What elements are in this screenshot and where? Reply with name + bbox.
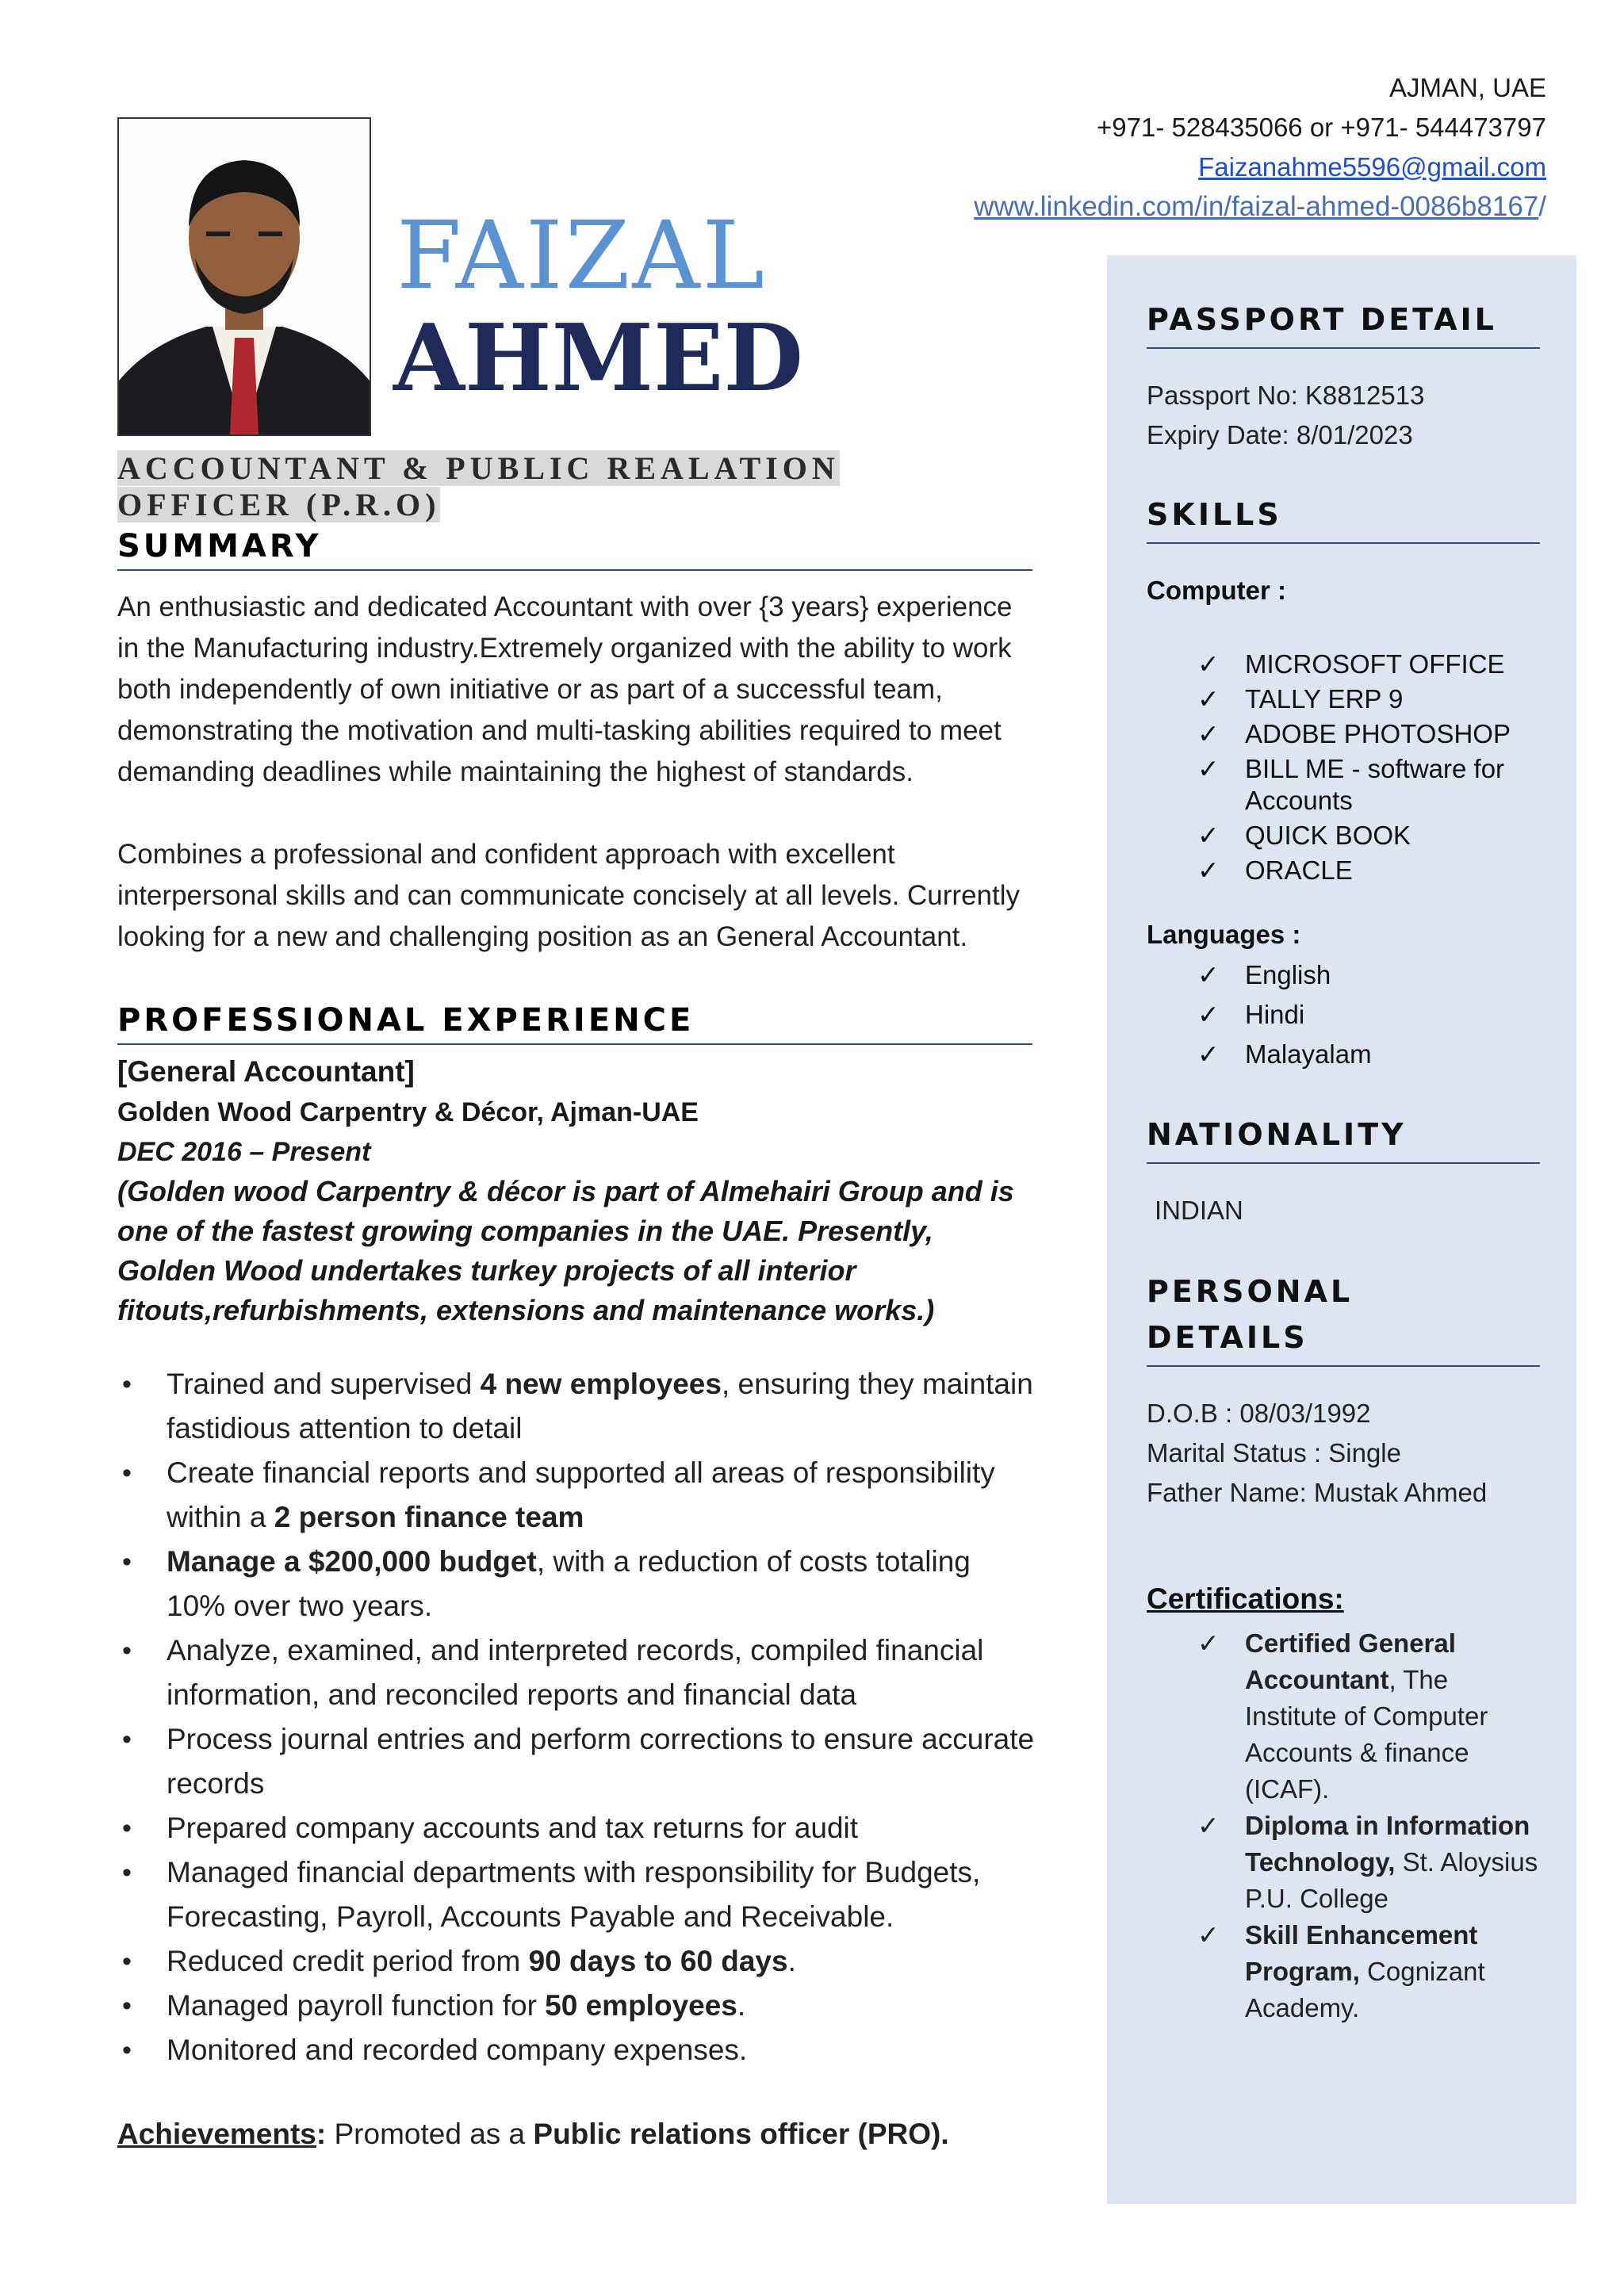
responsibility-list [117,1362,1037,2072]
check-icon: ✓ [1197,1811,1220,1840]
list-item: • Trained and supervised 4 new employees, ensuring they maintain fastidious attention to detail [117,1362,1037,1451]
job-title-text: ACCOUNTANT & PUBLIC REALATION OFFICER (P.R.O) [117,450,840,522]
list-item: ✓ BILL ME - software for Accounts [1197,754,1505,815]
list-item: • Monitored and recorded company expenses. [117,2028,1037,2072]
achievements-line: Achievements: Promoted as a Public relations officer (PRO). [117,2118,949,2150]
location-text: AJMAN, UAE [1388,73,1546,102]
computer-skills-list [1197,649,1546,890]
father-name-text: Father Name: Mustak Ahmed [1147,1478,1488,1507]
experience-entry [117,1051,1037,1330]
dob-text: D.O.B : 08/03/1992 [1147,1399,1371,1428]
personal-heading-line-1: PERSONAL [1147,1274,1354,1309]
passport-expiry: Expiry Date: 8/01/2023 [1147,420,1413,450]
check-icon: ✓ [1197,821,1220,850]
languages-label: Languages : [1147,920,1301,949]
list-item: ✓ Certified General Accountant, The Institute of Computer Accounts & finance (ICAF). [1197,1625,1546,1808]
skills-heading: SKILLS [1147,492,1540,544]
profile-photo [117,117,371,436]
first-name: FAIZAL [396,201,768,310]
portrait-illustration [119,119,370,434]
summary-paragraph-2: Combines a professional and confident approach with excellent interpersonal skills and can communicate concisely at all levels. Currently looking for a new and challenging position as an General Accountant. [117,839,1020,952]
linkedin-suffix: / [1538,191,1546,222]
marital-status-text: Marital Status : Single [1147,1438,1401,1468]
list-item: ✓ Diploma in Information Technology, St. Aloysius P.U. College [1197,1808,1546,1917]
list-item: • Managed financial departments with responsibility for Budgets, Forecasting, Payroll, Accounts Payable and Receivable. [117,1850,1037,1939]
achievements-label: Achievements [117,2118,316,2150]
job-title [117,450,982,523]
certifications-list [1197,1625,1546,2026]
list-item: ✓ Malayalam [1197,1039,1372,1069]
list-item: • Managed payroll function for 50 employees. [117,1984,1037,2028]
check-icon: ✓ [1197,1039,1220,1069]
check-icon: ✓ [1197,684,1220,714]
list-item: • Prepared company accounts and tax returns for audit [117,1806,1037,1850]
list-item: ✓ QUICK BOOK [1197,821,1411,850]
experience-heading: PROFESSIONAL EXPERIENCE [117,1002,1032,1045]
computer-label: Computer : [1147,576,1286,605]
job-dates: DEC 2016 – Present [117,1137,371,1167]
languages-list [1197,959,1546,1078]
list-item: ✓ ADOBE PHOTOSHOP [1197,719,1511,748]
company-name: Golden Wood Carpentry & Décor, Ajman-UAE [117,1097,699,1127]
certifications-heading: Certifications: [1147,1582,1344,1615]
personal-details-heading [1147,1269,1540,1367]
list-item: ✓ Skill Enhancement Program, Cognizant Academy. [1197,1917,1546,2026]
last-name: AHMED [393,304,804,412]
list-item: ✓ TALLY ERP 9 [1197,684,1404,714]
passport-heading: PASSPORT DETAIL [1147,297,1540,349]
nationality-value: INDIAN [1155,1196,1243,1225]
email-link[interactable]: Faizanahme5596@gmail.com [1198,152,1546,182]
list-item: ✓ MICROSOFT OFFICE [1197,649,1505,679]
list-item: • Create financial reports and supported all areas of responsibility within a 2 person finance team [117,1451,1037,1540]
check-icon: ✓ [1197,649,1220,679]
check-icon: ✓ [1197,754,1220,783]
list-item: • Reduced credit period from 90 days to 60 days. [117,1939,1037,1984]
list-item: • Manage a $200,000 budget, with a reduction of costs totaling 10% over two years. [117,1540,1037,1628]
check-icon: ✓ [1197,855,1220,885]
list-item: ✓ Hindi [1197,1000,1305,1029]
phone-text: +971- 528435066 or +971- 544473797 [1096,113,1546,142]
summary-heading: SUMMARY [117,528,1032,571]
company-description: (Golden wood Carpentry & décor is part of Almehairi Group and is one of the fastest growing companies in the UAE. Presently, Golden Wood undertakes turkey projects of all interior fitouts,refurbishments, extensions and maintenance works.) [117,1175,1014,1326]
contact-block [974,68,1546,227]
check-icon: ✓ [1197,960,1220,989]
job-role: [General Accountant] [117,1055,415,1088]
check-icon: ✓ [1197,1920,1220,1950]
linkedin-link[interactable]: www.linkedin.com/in/faizal-ahmed-0086b8167 [974,191,1539,222]
personal-heading-line-2: DETAILS [1147,1320,1308,1355]
summary-paragraph-1: An enthusiastic and dedicated Accountant with over {3 years} experience in the Manufacturing industry.Extremely organized with the ability to work both independently of own initiative or as part of a successful team, demonstrating the motivation and multi-tasking abilities required to meet demanding deadlines while maintaining the highest of standards. [117,591,1013,787]
check-icon: ✓ [1197,719,1220,748]
list-item: • Process journal entries and perform corrections to ensure accurate records [117,1717,1037,1806]
check-icon: ✓ [1197,1628,1220,1658]
nationality-heading: NATIONALITY [1147,1112,1540,1164]
list-item: ✓ ORACLE [1197,855,1353,885]
list-item: • Analyze, examined, and interpreted records, compiled financial information, and reconciled reports and financial data [117,1628,1037,1717]
passport-number: Passport No: K8812513 [1147,381,1425,410]
check-icon: ✓ [1197,1000,1220,1029]
list-item: ✓ English [1197,960,1331,989]
